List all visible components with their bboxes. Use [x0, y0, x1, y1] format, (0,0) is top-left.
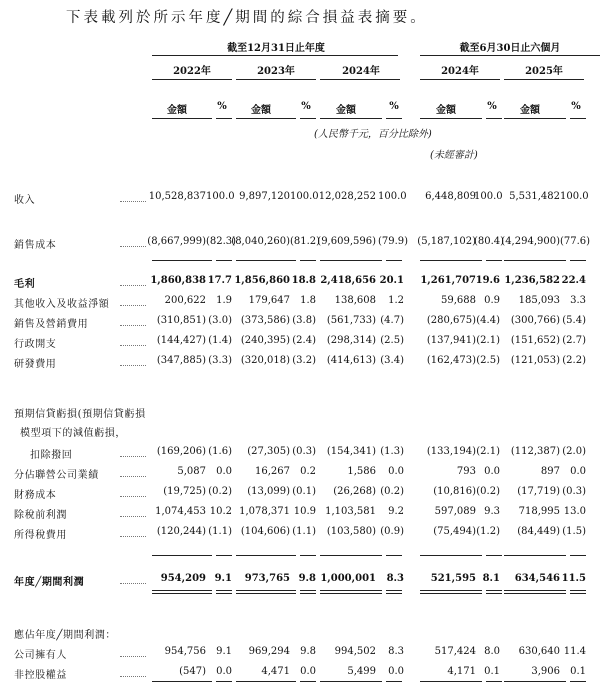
col-rule	[320, 118, 382, 119]
amount-cell: (84,449)	[517, 526, 560, 537]
col-rule	[420, 118, 482, 119]
amount-cell: 897	[540, 466, 560, 477]
amount-cell: (27,305)	[247, 446, 290, 457]
total-double-rule	[504, 590, 566, 594]
row-label: 研發費用	[14, 359, 57, 370]
amount-header: 金額	[251, 105, 271, 116]
subtotal-rule	[300, 555, 316, 556]
col-rule	[386, 118, 402, 119]
amount-cell: 4,471	[261, 666, 290, 677]
dot-leader	[120, 201, 146, 202]
amount-cell: 59,688	[441, 295, 476, 306]
amount-cell: (104,606)	[240, 526, 290, 537]
percent-cell: 8.3	[386, 573, 404, 584]
subtotal-rule	[236, 555, 296, 556]
percent-cell: (0.3)	[562, 486, 586, 497]
dot-leader	[120, 285, 146, 286]
amount-cell: (112,387)	[510, 446, 560, 457]
amount-cell: 5,531,482	[509, 191, 560, 202]
percent-cell: 0.1	[570, 666, 586, 677]
amount-cell: (137,941)	[426, 335, 476, 346]
percent-cell: (1.2)	[476, 526, 500, 537]
subtotal-rule	[320, 260, 382, 261]
percent-cell: 0.0	[484, 466, 500, 477]
total-double-rule	[152, 590, 212, 594]
percent-cell: (4.7)	[380, 315, 404, 326]
amount-cell: 200,622	[164, 295, 206, 306]
amount-cell: 179,647	[248, 295, 290, 306]
amount-cell: 1,236,582	[504, 275, 560, 286]
percent-cell: 9.8	[298, 573, 316, 584]
total-double-rule	[570, 590, 586, 594]
amount-header: 金額	[167, 105, 187, 116]
percent-cell: (0.2)	[476, 486, 500, 497]
percent-cell: (1.1)	[292, 526, 316, 537]
percent-cell: 0.0	[388, 666, 404, 677]
percent-cell: 8.3	[388, 646, 404, 657]
percent-cell: (81.2)	[290, 236, 321, 247]
percent-cell: 8.0	[484, 646, 500, 657]
percent-cell: (3.2)	[292, 355, 316, 366]
ecl-subhead-line1: 預期信貸虧損(預期信貸虧損	[14, 409, 146, 420]
year-2025-interim: 2025年	[525, 66, 563, 77]
col-rule	[152, 118, 212, 119]
col-rule	[300, 118, 316, 119]
percent-cell: 0.0	[388, 466, 404, 477]
amount-cell: (9,609,596)	[317, 236, 376, 247]
dot-leader	[120, 365, 146, 366]
total-double-rule	[320, 590, 382, 594]
final-rule	[570, 681, 586, 682]
percent-cell: (79.9)	[378, 236, 409, 247]
dot-leader	[120, 496, 146, 497]
col-rule	[216, 118, 232, 119]
percent-cell: (2.1)	[476, 446, 500, 457]
amount-cell: 5,499	[347, 666, 376, 677]
percent-cell: 0.0	[570, 466, 586, 477]
final-rule	[216, 681, 232, 682]
amount-cell: 5,087	[177, 466, 206, 477]
amount-cell: 1,860,838	[150, 275, 206, 286]
subtotal-rule	[236, 260, 296, 261]
final-rule	[504, 681, 566, 682]
subtotal-rule	[504, 260, 566, 261]
header-annual-rule	[152, 55, 398, 56]
percent-cell: (1.3)	[380, 446, 404, 457]
amount-cell: 793	[456, 466, 476, 477]
amount-cell: 1,261,707	[420, 275, 476, 286]
percent-cell: 0.1	[484, 666, 500, 677]
row-label: 銷售成本	[14, 240, 57, 251]
percent-header: %	[571, 101, 581, 112]
year-rule	[320, 79, 400, 80]
percent-cell: 0.0	[216, 466, 232, 477]
percent-cell: 22.4	[561, 275, 586, 286]
amount-cell: 3,906	[531, 666, 560, 677]
amount-cell: (133,194)	[426, 446, 476, 457]
amount-cell: (8,667,999)	[147, 236, 206, 247]
total-double-rule	[486, 590, 502, 594]
percent-cell: (2.2)	[562, 355, 586, 366]
percent-cell: 17.7	[207, 275, 232, 286]
header-interim-group: 截至6月30日止六個月	[459, 43, 561, 54]
dot-leader	[120, 516, 146, 517]
year-rule	[504, 79, 584, 80]
amount-cell: (154,341)	[326, 446, 376, 457]
amount-cell: (547)	[179, 666, 206, 677]
percent-cell: 3.3	[570, 295, 586, 306]
amount-cell: (310,851)	[156, 315, 206, 326]
percent-cell: (2.4)	[292, 335, 316, 346]
final-rule	[386, 681, 402, 682]
amount-cell: 630,640	[518, 646, 560, 657]
percent-cell: 8.1	[482, 573, 500, 584]
amount-cell: 1,074,453	[155, 506, 206, 517]
amount-cell: (120,244)	[156, 526, 206, 537]
row-label: 所得稅費用	[14, 530, 67, 541]
amount-cell: (4,294,900)	[501, 236, 560, 247]
ecl-subhead-line2: 模型項下的減值虧損，	[20, 428, 126, 439]
subtotal-rule	[420, 555, 482, 556]
amount-cell: (240,395)	[240, 335, 290, 346]
percent-cell: (2.0)	[562, 446, 586, 457]
percent-cell: (3.8)	[292, 315, 316, 326]
dot-leader	[120, 583, 146, 584]
unaudited-note: (未經審計)	[430, 150, 478, 161]
amount-cell: (103,580)	[326, 526, 376, 537]
row-label: 行政開支	[14, 339, 57, 350]
amount-cell: 1,078,371	[239, 506, 290, 517]
percent-cell: 11.4	[563, 646, 586, 657]
subtotal-rule	[570, 555, 586, 556]
total-double-rule	[300, 590, 316, 594]
amount-cell: 16,267	[255, 466, 290, 477]
amount-cell: (347,885)	[156, 355, 206, 366]
amount-cell: (300,766)	[510, 315, 560, 326]
percent-cell: (4.4)	[476, 315, 500, 326]
amount-cell: (162,473)	[426, 355, 476, 366]
amount-cell: (298,314)	[326, 335, 376, 346]
attributable-subhead: 應佔年度╱期間利潤：	[14, 630, 117, 641]
amount-cell: 12,028,252	[318, 191, 376, 202]
subtotal-rule	[386, 555, 402, 556]
dot-leader	[120, 456, 146, 457]
percent-cell: 100.0	[474, 191, 503, 202]
amount-cell: (19,725)	[163, 486, 206, 497]
row-label: 扣除撥回	[30, 450, 73, 461]
percent-cell: 9.2	[388, 506, 404, 517]
amount-cell: (8,040,260)	[231, 236, 290, 247]
row-label: 分佔聯營公司業績	[14, 470, 99, 481]
dot-leader	[120, 656, 146, 657]
final-rule	[236, 681, 296, 682]
percent-cell: 100.0	[290, 191, 319, 202]
dot-leader	[120, 536, 146, 537]
amount-cell: 954,756	[164, 646, 206, 657]
percent-header: %	[217, 101, 227, 112]
percent-cell: 13.0	[563, 506, 586, 517]
percent-cell: 1.8	[300, 295, 316, 306]
amount-cell: 185,093	[518, 295, 560, 306]
dot-leader	[120, 345, 146, 346]
subtotal-rule	[216, 555, 232, 556]
amount-cell: 9,897,120	[239, 191, 290, 202]
percent-header: %	[301, 101, 311, 112]
percent-cell: (3.4)	[380, 355, 404, 366]
row-label: 毛利	[14, 279, 36, 290]
percent-cell: 0.0	[300, 666, 316, 677]
amount-cell: 1,856,860	[234, 275, 290, 286]
final-rule	[152, 681, 212, 682]
subtotal-rule	[320, 555, 382, 556]
dot-leader	[120, 325, 146, 326]
row-label: 財務成本	[14, 490, 57, 501]
percent-cell: (3.0)	[208, 315, 232, 326]
amount-cell: 994,502	[334, 646, 376, 657]
amount-cell: (320,018)	[240, 355, 290, 366]
row-label: 除稅前利潤	[14, 510, 67, 521]
year-2022: 2022年	[173, 66, 211, 77]
percent-cell: 1.9	[216, 295, 232, 306]
percent-cell: (2.7)	[562, 335, 586, 346]
amount-cell: 2,418,656	[320, 275, 376, 286]
percent-cell: (0.3)	[292, 446, 316, 457]
percent-cell: 10.9	[293, 506, 316, 517]
amount-cell: 1,000,001	[320, 573, 376, 584]
subtotal-rule	[152, 260, 212, 261]
amount-cell: 521,595	[430, 573, 476, 584]
subtotal-rule	[300, 260, 316, 261]
amount-cell: (10,816)	[433, 486, 476, 497]
amount-cell: (75,494)	[433, 526, 476, 537]
percent-cell: (0.1)	[292, 486, 316, 497]
final-rule	[486, 681, 502, 682]
percent-cell: (1.1)	[208, 526, 232, 537]
amount-cell: 517,424	[434, 646, 476, 657]
subtotal-rule	[486, 555, 502, 556]
row-label: 其他收入及收益淨額	[14, 299, 110, 310]
intro-text: 下表載列於所示年度╱期間的綜合損益表摘要。	[66, 10, 428, 26]
year-rule	[420, 79, 500, 80]
year-rule	[236, 79, 316, 80]
amount-cell: (13,099)	[247, 486, 290, 497]
percent-cell: 100.0	[560, 191, 589, 202]
final-rule	[420, 681, 482, 682]
col-rule	[486, 118, 502, 119]
amount-cell: 597,089	[434, 506, 476, 517]
amount-cell: 1,586	[347, 466, 376, 477]
amount-cell: 4,171	[447, 666, 476, 677]
percent-cell: (5.4)	[562, 315, 586, 326]
percent-cell: 9.3	[484, 506, 500, 517]
col-rule	[504, 118, 566, 119]
percent-cell: 10.2	[209, 506, 232, 517]
amount-cell: (5,187,102)	[417, 236, 476, 247]
amount-cell: (414,613)	[326, 355, 376, 366]
amount-cell: 954,209	[160, 573, 206, 584]
amount-cell: 1,103,581	[325, 506, 376, 517]
amount-cell: (26,268)	[333, 486, 376, 497]
dot-leader	[120, 476, 146, 477]
dot-leader	[120, 246, 146, 247]
percent-cell: (1.6)	[208, 446, 232, 457]
subtotal-rule	[486, 260, 502, 261]
col-rule	[570, 118, 586, 119]
percent-cell: (0.2)	[208, 486, 232, 497]
percent-cell: 9.1	[214, 573, 232, 584]
amount-cell: 973,765	[244, 573, 290, 584]
year-2024-interim: 2024年	[441, 66, 479, 77]
amount-cell: (561,733)	[326, 315, 376, 326]
amount-cell: (280,675)	[426, 315, 476, 326]
percent-cell: 9.1	[216, 646, 232, 657]
subtotal-rule	[420, 260, 482, 261]
amount-cell: (17,719)	[517, 486, 560, 497]
percent-cell: (80.4)	[474, 236, 505, 247]
percent-cell: (77.6)	[560, 236, 591, 247]
amount-cell: (144,427)	[156, 335, 206, 346]
amount-cell: 718,995	[518, 506, 560, 517]
row-label: 年度╱期間利潤	[14, 577, 85, 588]
percent-header: %	[389, 101, 399, 112]
header-annual-group: 截至12月31日止年度	[227, 43, 325, 54]
percent-cell: 20.1	[379, 275, 404, 286]
percent-cell: 18.8	[291, 275, 316, 286]
amount-cell: 634,546	[514, 573, 560, 584]
percent-cell: (0.2)	[380, 486, 404, 497]
subtotal-rule	[386, 260, 402, 261]
amount-cell: 138,608	[334, 295, 376, 306]
year-2023: 2023年	[257, 66, 295, 77]
subtotal-rule	[504, 555, 566, 556]
percent-header: %	[487, 101, 497, 112]
percent-cell: 0.2	[300, 466, 316, 477]
dot-leader	[120, 305, 146, 306]
percent-cell: (2.1)	[476, 335, 500, 346]
row-label: 公司擁有人	[14, 650, 67, 661]
amount-cell: 10,528,837	[148, 191, 206, 202]
percent-cell: (82.3)	[206, 236, 237, 247]
total-double-rule	[216, 590, 232, 594]
amount-cell: (373,586)	[240, 315, 290, 326]
year-2024: 2024年	[342, 66, 380, 77]
total-double-rule	[386, 590, 402, 594]
percent-cell: 100.0	[206, 191, 235, 202]
row-label: 銷售及營銷費用	[14, 319, 89, 330]
amount-header: 金額	[436, 105, 456, 116]
percent-cell: 9.8	[300, 646, 316, 657]
total-double-rule	[420, 590, 482, 594]
row-label: 收入	[14, 195, 36, 206]
percent-cell: 11.5	[561, 573, 586, 584]
amount-cell: 969,294	[248, 646, 290, 657]
dot-leader	[120, 676, 146, 677]
amount-cell: (169,206)	[156, 446, 206, 457]
total-double-rule	[236, 590, 296, 594]
amount-cell: (151,652)	[510, 335, 560, 346]
percent-cell: 0.0	[216, 666, 232, 677]
percent-cell: (1.5)	[562, 526, 586, 537]
amount-header: 金額	[520, 105, 540, 116]
final-rule	[320, 681, 382, 682]
percent-cell: (2.5)	[380, 335, 404, 346]
col-rule	[236, 118, 296, 119]
percent-cell: (1.4)	[208, 335, 232, 346]
percent-cell: (2.5)	[476, 355, 500, 366]
unit-note: (人民幣千元，百分比除外)	[314, 129, 432, 140]
amount-header: 金額	[336, 105, 356, 116]
header-interim-rule	[420, 55, 600, 56]
subtotal-rule	[152, 555, 212, 556]
final-rule	[300, 681, 316, 682]
row-label: 非控股權益	[14, 670, 67, 681]
amount-cell: 6,448,809	[425, 191, 476, 202]
percent-cell: 19.6	[475, 275, 500, 286]
percent-cell: (0.9)	[380, 526, 404, 537]
subtotal-rule	[570, 260, 586, 261]
percent-cell: 0.9	[484, 295, 500, 306]
year-rule	[152, 79, 232, 80]
percent-cell: 100.0	[378, 191, 407, 202]
subtotal-rule	[216, 260, 232, 261]
percent-cell: (3.3)	[208, 355, 232, 366]
amount-cell: (121,053)	[510, 355, 560, 366]
percent-cell: 1.2	[388, 295, 404, 306]
